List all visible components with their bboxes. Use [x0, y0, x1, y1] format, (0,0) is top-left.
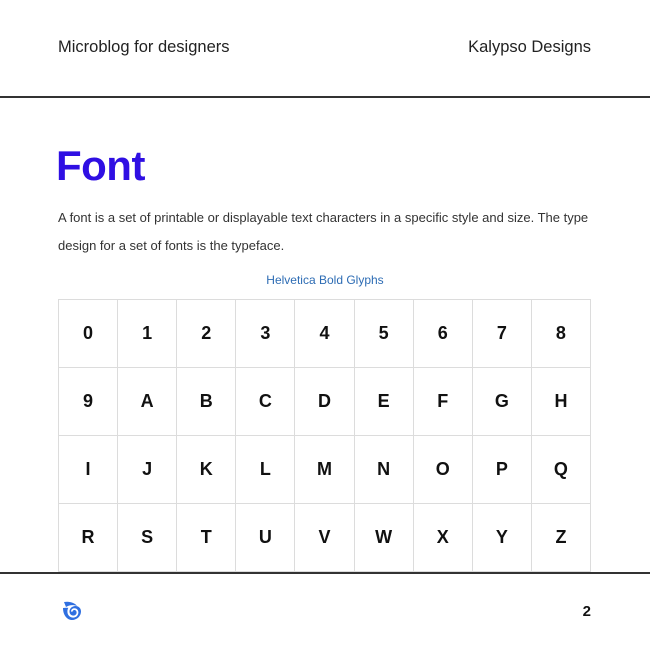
glyph-table	[58, 299, 591, 572]
glyph-cell: W	[354, 504, 413, 572]
header-divider	[0, 96, 650, 98]
glyph-cell: F	[413, 368, 472, 436]
glyph-cell: Q	[531, 436, 590, 504]
glyph-cell: Y	[472, 504, 531, 572]
glyph-cell: 1	[118, 300, 177, 368]
glyph-cell: I	[59, 436, 118, 504]
glyph-cell: 6	[413, 300, 472, 368]
glyph-cell: H	[531, 368, 590, 436]
glyph-cell: 5	[354, 300, 413, 368]
glyph-cell: 0	[59, 300, 118, 368]
table-row	[59, 368, 591, 436]
table-row	[59, 436, 591, 504]
glyph-cell: S	[118, 504, 177, 572]
glyph-cell: T	[177, 504, 236, 572]
glyph-cell: U	[236, 504, 295, 572]
glyph-cell: D	[295, 368, 354, 436]
glyph-cell: J	[118, 436, 177, 504]
glyph-cell: 9	[59, 368, 118, 436]
glyph-cell: K	[177, 436, 236, 504]
glyph-cell: 2	[177, 300, 236, 368]
glyph-cell: V	[295, 504, 354, 572]
glyph-cell: M	[295, 436, 354, 504]
glyph-cell: A	[118, 368, 177, 436]
glyph-cell: B	[177, 368, 236, 436]
glyph-cell: G	[472, 368, 531, 436]
glyph-cell: C	[236, 368, 295, 436]
header-left-title: Microblog for designers	[58, 38, 230, 56]
font-description: A font is a set of printable or displayable text characters in a specific style and size. The type design for a set of fonts is the typeface.	[58, 210, 589, 253]
glyph-cell: 8	[531, 300, 590, 368]
glyph-cell: L	[236, 436, 295, 504]
glyph-cell: N	[354, 436, 413, 504]
glyph-cell: 7	[472, 300, 531, 368]
table-row	[59, 504, 591, 572]
header-right-brand: Kalypso Designs	[468, 38, 591, 56]
glyph-cell: E	[354, 368, 413, 436]
footer-divider	[0, 572, 650, 574]
page-number: 2	[582, 603, 591, 620]
glyph-cell: R	[59, 504, 118, 572]
glyph-cell: X	[413, 504, 472, 572]
glyph-cell: P	[472, 436, 531, 504]
glyph-cell: Z	[531, 504, 590, 572]
kalypso-logo-icon	[60, 599, 84, 623]
glyph-cell: O	[413, 436, 472, 504]
table-caption: Helvetica Bold Glyphs	[266, 273, 384, 287]
table-row	[59, 300, 591, 368]
page-title: Font	[56, 142, 145, 189]
glyph-cell: 4	[295, 300, 354, 368]
glyph-cell: 3	[236, 300, 295, 368]
